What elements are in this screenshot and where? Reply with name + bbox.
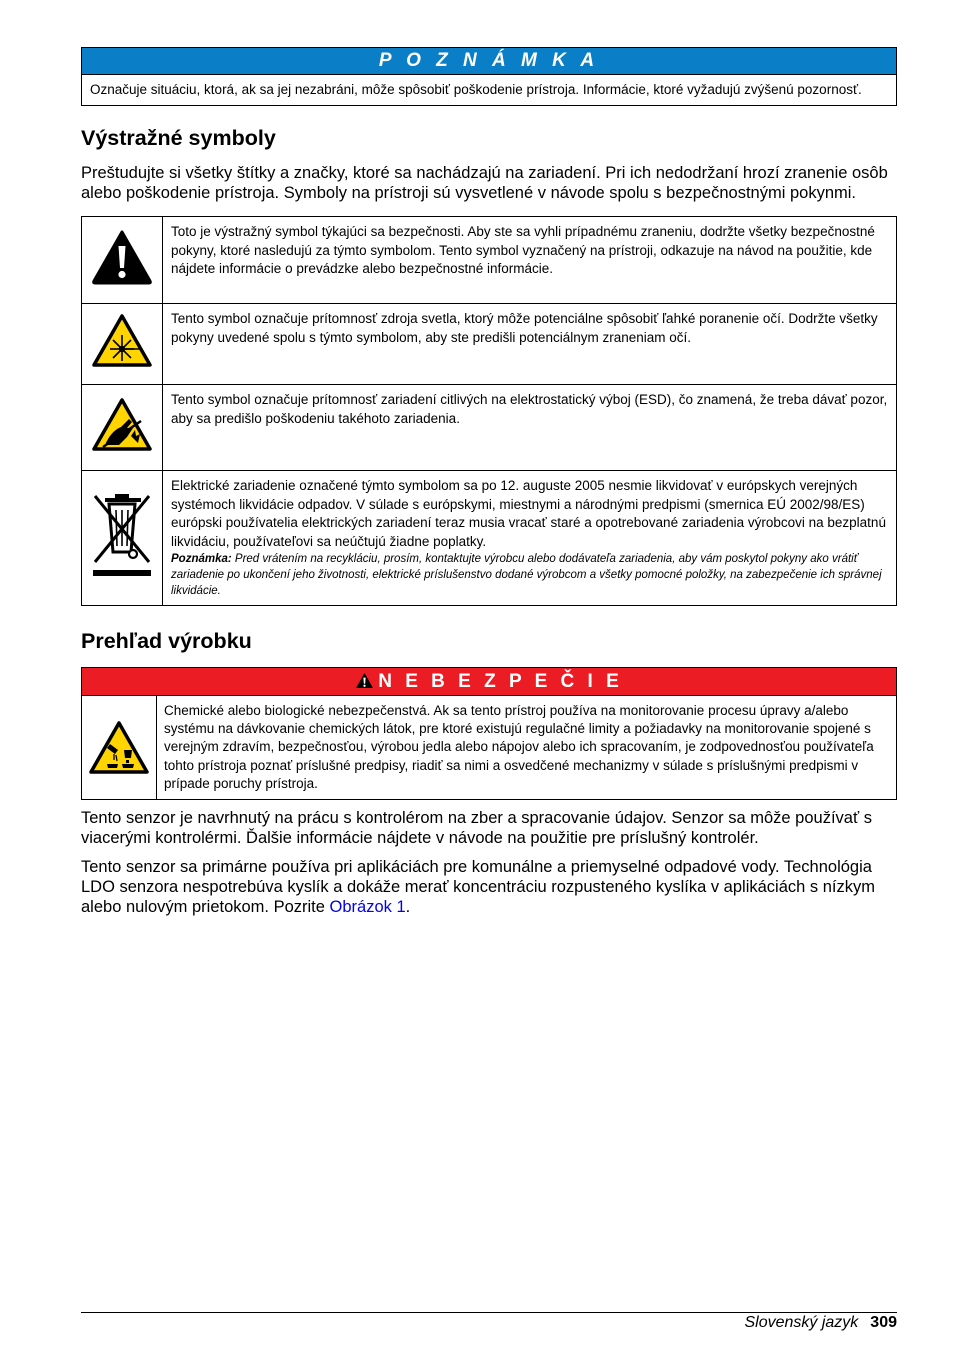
- warning-triangle-icon: [355, 672, 374, 689]
- weee-note: [171, 551, 888, 599]
- symbol-description: Tento symbol označuje prítomnosť zdroja svetla, ktorý môže potenciálne spôsobiť ľahké poranenie očí. Dodržte všetky pokyny uvedené spolu s týmto symbolom, aby ste predišli potenciálnym zraneniam očí.: [163, 304, 897, 385]
- paragraph-2-text: Tento senzor sa primárne používa pri aplikáciách pre komunálne a priemyselné odpadové vody. Technológia LDO senzora nespotrebúva kyslík a dokáže merať koncentráciu rozpusteného kyslíka v aplikáciách s nízkym alebo nulovým prietokom. Pozrite: [81, 858, 875, 917]
- chemical-hazard-icon: [82, 696, 157, 799]
- laser-light-warning-icon: [82, 304, 163, 385]
- symbol-description: Toto je výstražný symbol týkajúci sa bezpečnosti. Aby ste sa vyhli prípadnému zraneniu, dodržte všetky bezpečnostné pokyny, ktoré nasledujú za týmto symbolom. Tento symbol vyznačený na prístroji, odkazuje na návod na použitie, kde nájdete informácie o prevádzke alebo bezpečnostné informácie.: [163, 217, 897, 304]
- note-label: Poznámka:: [171, 553, 232, 565]
- notice-text: Označuje situáciu, ktorá, ak sa jej nezabráni, môže spôsobiť poškodenie prístroja. Informácie, ktoré vyžadujú zvýšenú pozornosť.: [90, 82, 862, 97]
- paragraph-2-end: .: [405, 898, 411, 917]
- symbol-description: [163, 471, 897, 606]
- danger-header: [82, 668, 896, 696]
- esd-warning-icon: [82, 385, 163, 471]
- notice-box: [81, 47, 897, 106]
- notice-title: P O Z N Á M K A: [82, 48, 896, 75]
- general-warning-icon: [82, 217, 163, 304]
- warning-symbols-heading: Výstražné symboly: [81, 126, 276, 150]
- page-content: [81, 47, 897, 917]
- danger-title: N E B E Z P E Č I E: [378, 671, 623, 692]
- danger-box: [81, 667, 897, 800]
- warning-symbols-intro: Preštudujte si všetky štítky a značky, ktoré sa nachádzajú na zariadení. Pri ich nedodržaní hrozí zranenie osôb alebo poškodenie prístroja. Symboly na prístroji sú vysvetlené v návode spolu s bezpečnostnými pokynmi.: [81, 164, 888, 202]
- product-paragraph-2: [81, 857, 897, 917]
- symbol-description: Tento symbol označuje prítomnosť zariadení citlivých na elektrostatický výboj (ESD), čo znamená, že treba dávať pozor, aby sa predišlo poškodeniu takéhoto zariadenia.: [163, 385, 897, 471]
- danger-text: Chemické alebo biologické nebezpečenstvá. Ak sa tento prístroj používa na monitorovanie procesu úpravy a/alebo systému na dávkovanie chemických látok, pre ktoré existujú regulačné limity a požiadavky na monitorovanie spojené s verejným zdravím, bezpečnosťou, výrobou jedla alebo nápojov alebo ich spracovaním, je zodpovednosťou používateľa tohto prístroja poznať príslušné predpisy, riadiť sa nimi a osvedčené mechanizmy v súlade s príslušnými predpismi v prípade poruchy prístroja.: [164, 703, 874, 791]
- weee-crossed-bin-icon: [82, 471, 163, 606]
- page-footer: [744, 1313, 897, 1333]
- product-overview-heading: Prehľad výrobku: [81, 629, 252, 653]
- weee-description: Elektrické zariadenie označené týmto symbolom sa po 12. auguste 2005 nesmie likvidovať v európskych verejných systémoch likvidácie odpadov. V súlade s európskymi, miestnymi a národnými predpismi (smernica EÚ 2002/98/ES) európski používatelia elektrických zariadení teraz musia vracať staré a opotrebované zariadenia výrobcovi na bezplatnú likvidáciu, používateľovi sa neúčtujú žiadne poplatky.: [171, 478, 886, 549]
- page-number: 309: [870, 1314, 897, 1331]
- figure-1-link[interactable]: Obrázok 1: [329, 898, 406, 917]
- table-row: [82, 471, 897, 606]
- table-row: [82, 217, 897, 304]
- danger-content: [82, 696, 896, 799]
- product-paragraph-1: Tento senzor je navrhnutý na prácu s kontrolérom na zber a spracovanie údajov. Senzor sa môže používať s viacerými kontrolérmi. Ďalšie informácie nájdete v návode na použitie pre príslušný kontrolér.: [81, 809, 872, 848]
- note-text: Pred vrátením na recykláciu, prosím, kontaktujte výrobcu alebo dodávateľa zariadenia, aby vám poskytol pokyny ako vrátiť zariadenie po ukončení jeho životnosti, elektrické príslušenstvo dodané výrobcom a všetky pomocné položky, na zabezpečenie ich správnej likvidácie.: [171, 553, 882, 597]
- warning-symbols-table: [81, 216, 897, 606]
- footer-language: Slovenský jazyk: [744, 1314, 859, 1331]
- table-row: [82, 304, 897, 385]
- table-row: [82, 385, 897, 471]
